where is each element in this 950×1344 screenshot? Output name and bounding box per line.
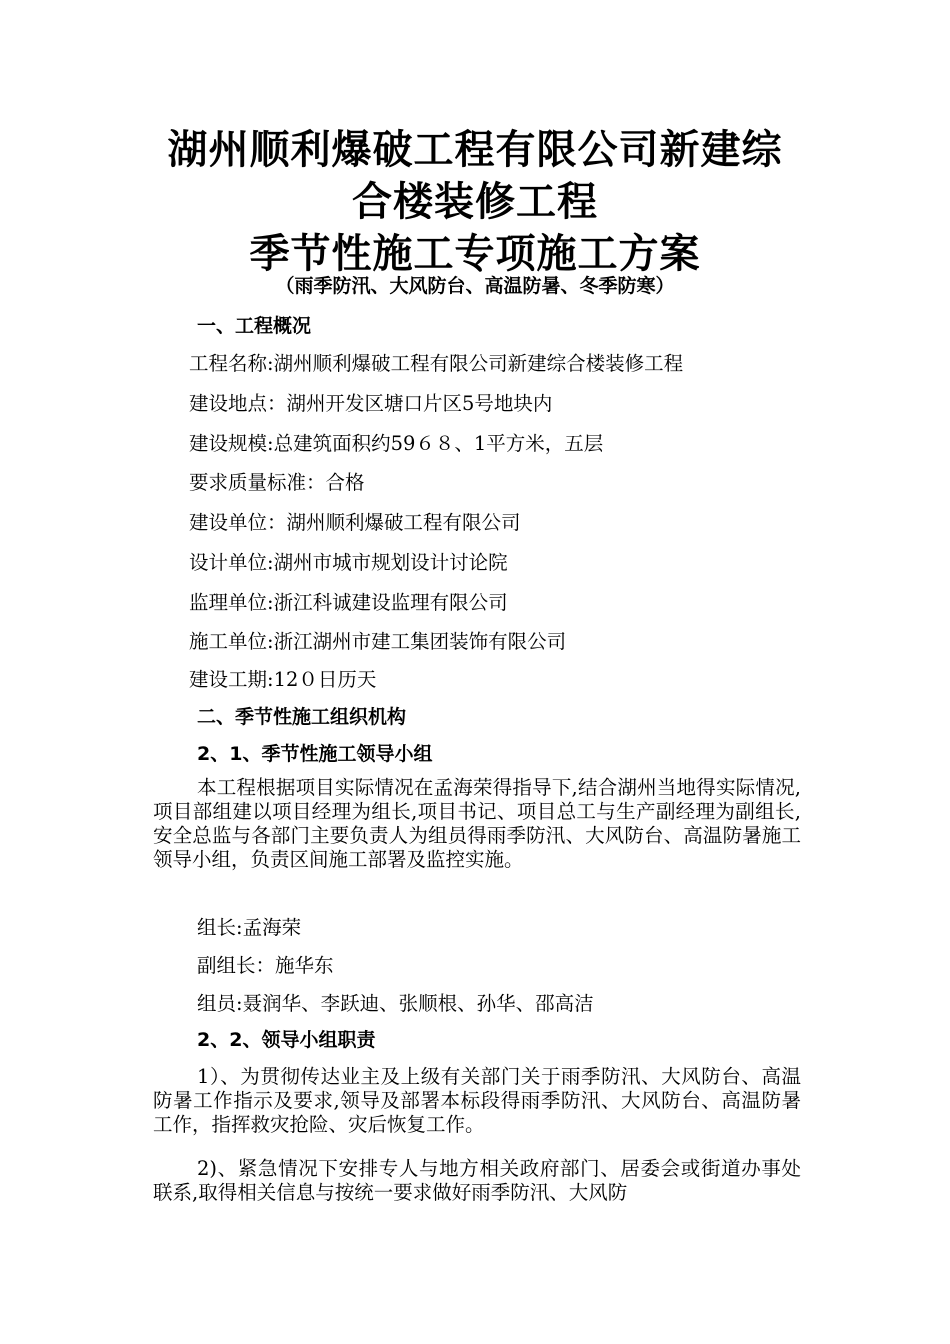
paragraph-duty-1: 1）、为贯彻传达业主及上级有关部门关于雨季防汛、大风防台、高温防暑工作指示及要求,领导及部署本标段得雨季防汛、大风防台、高温防暑工作，指挥救灾抢险、灾后恢复工作。 [153, 1065, 801, 1136]
subsection-2-2-heading: 2、2、领导小组职责 [197, 1029, 376, 1051]
team-members: 组员:聂润华、李跃迪、张顺根、孙华、邵高洁 [197, 992, 594, 1015]
subsection-2-1-heading: 2、1、季节性施工领导小组 [197, 743, 433, 765]
info-supervisor: 监理单位:浙江科诚建设监理有限公司 [189, 591, 508, 614]
info-location: 建设地点：湖州开发区塘口片区5号地块内 [189, 392, 553, 415]
section-1-heading: 一、工程概况 [197, 315, 312, 337]
document-title-line-3: 季节性施工专项施工方案 [249, 231, 701, 277]
document-title-line-1: 湖州顺利爆破工程有限公司新建综 [167, 127, 783, 173]
document-title-line-2: 合楼装修工程 [352, 179, 598, 225]
info-contractor: 施工单位:浙江湖州市建工集团装饰有限公司 [189, 630, 567, 653]
team-deputy-leader: 副组长：施华东 [197, 954, 334, 977]
document-subtitle: （雨季防汛、大风防台、高温防暑、冬季防寒） [275, 275, 675, 297]
info-designer: 设计单位:湖州市城市规划设计讨论院 [189, 551, 508, 574]
section-2-heading: 二、季节性施工组织机构 [197, 706, 407, 728]
info-project-name: 工程名称:湖州顺利爆破工程有限公司新建综合楼装修工程 [189, 352, 684, 375]
info-scale: 建设规模:总建筑面积约59６８、1平方米，五层 [189, 432, 604, 455]
info-quality-standard: 要求质量标准：合格 [189, 471, 365, 494]
info-duration: 建设工期:12０日历天 [189, 668, 377, 691]
team-leader: 组长:孟海荣 [197, 916, 302, 939]
paragraph-leadership: 本工程根据项目实际情况在孟海荣得指导下,结合湖州当地得实际情况,项目部组建以项目经理为组长,项目书记、项目总工与生产副经理为副组长,安全总监与各部门主要负责人为组员得雨季防汛、大风防台、高温防暑施工领导小组，负责区间施工部署及监控实施。 [153, 776, 801, 871]
paragraph-duty-2: 2)、紧急情况下安排专人与地方相关政府部门、居委会或街道办事处联系,取得相关信息与按统一要求做好雨季防汛、大风防 [153, 1157, 801, 1204]
info-owner: 建设单位：湖州顺利爆破工程有限公司 [189, 511, 521, 534]
